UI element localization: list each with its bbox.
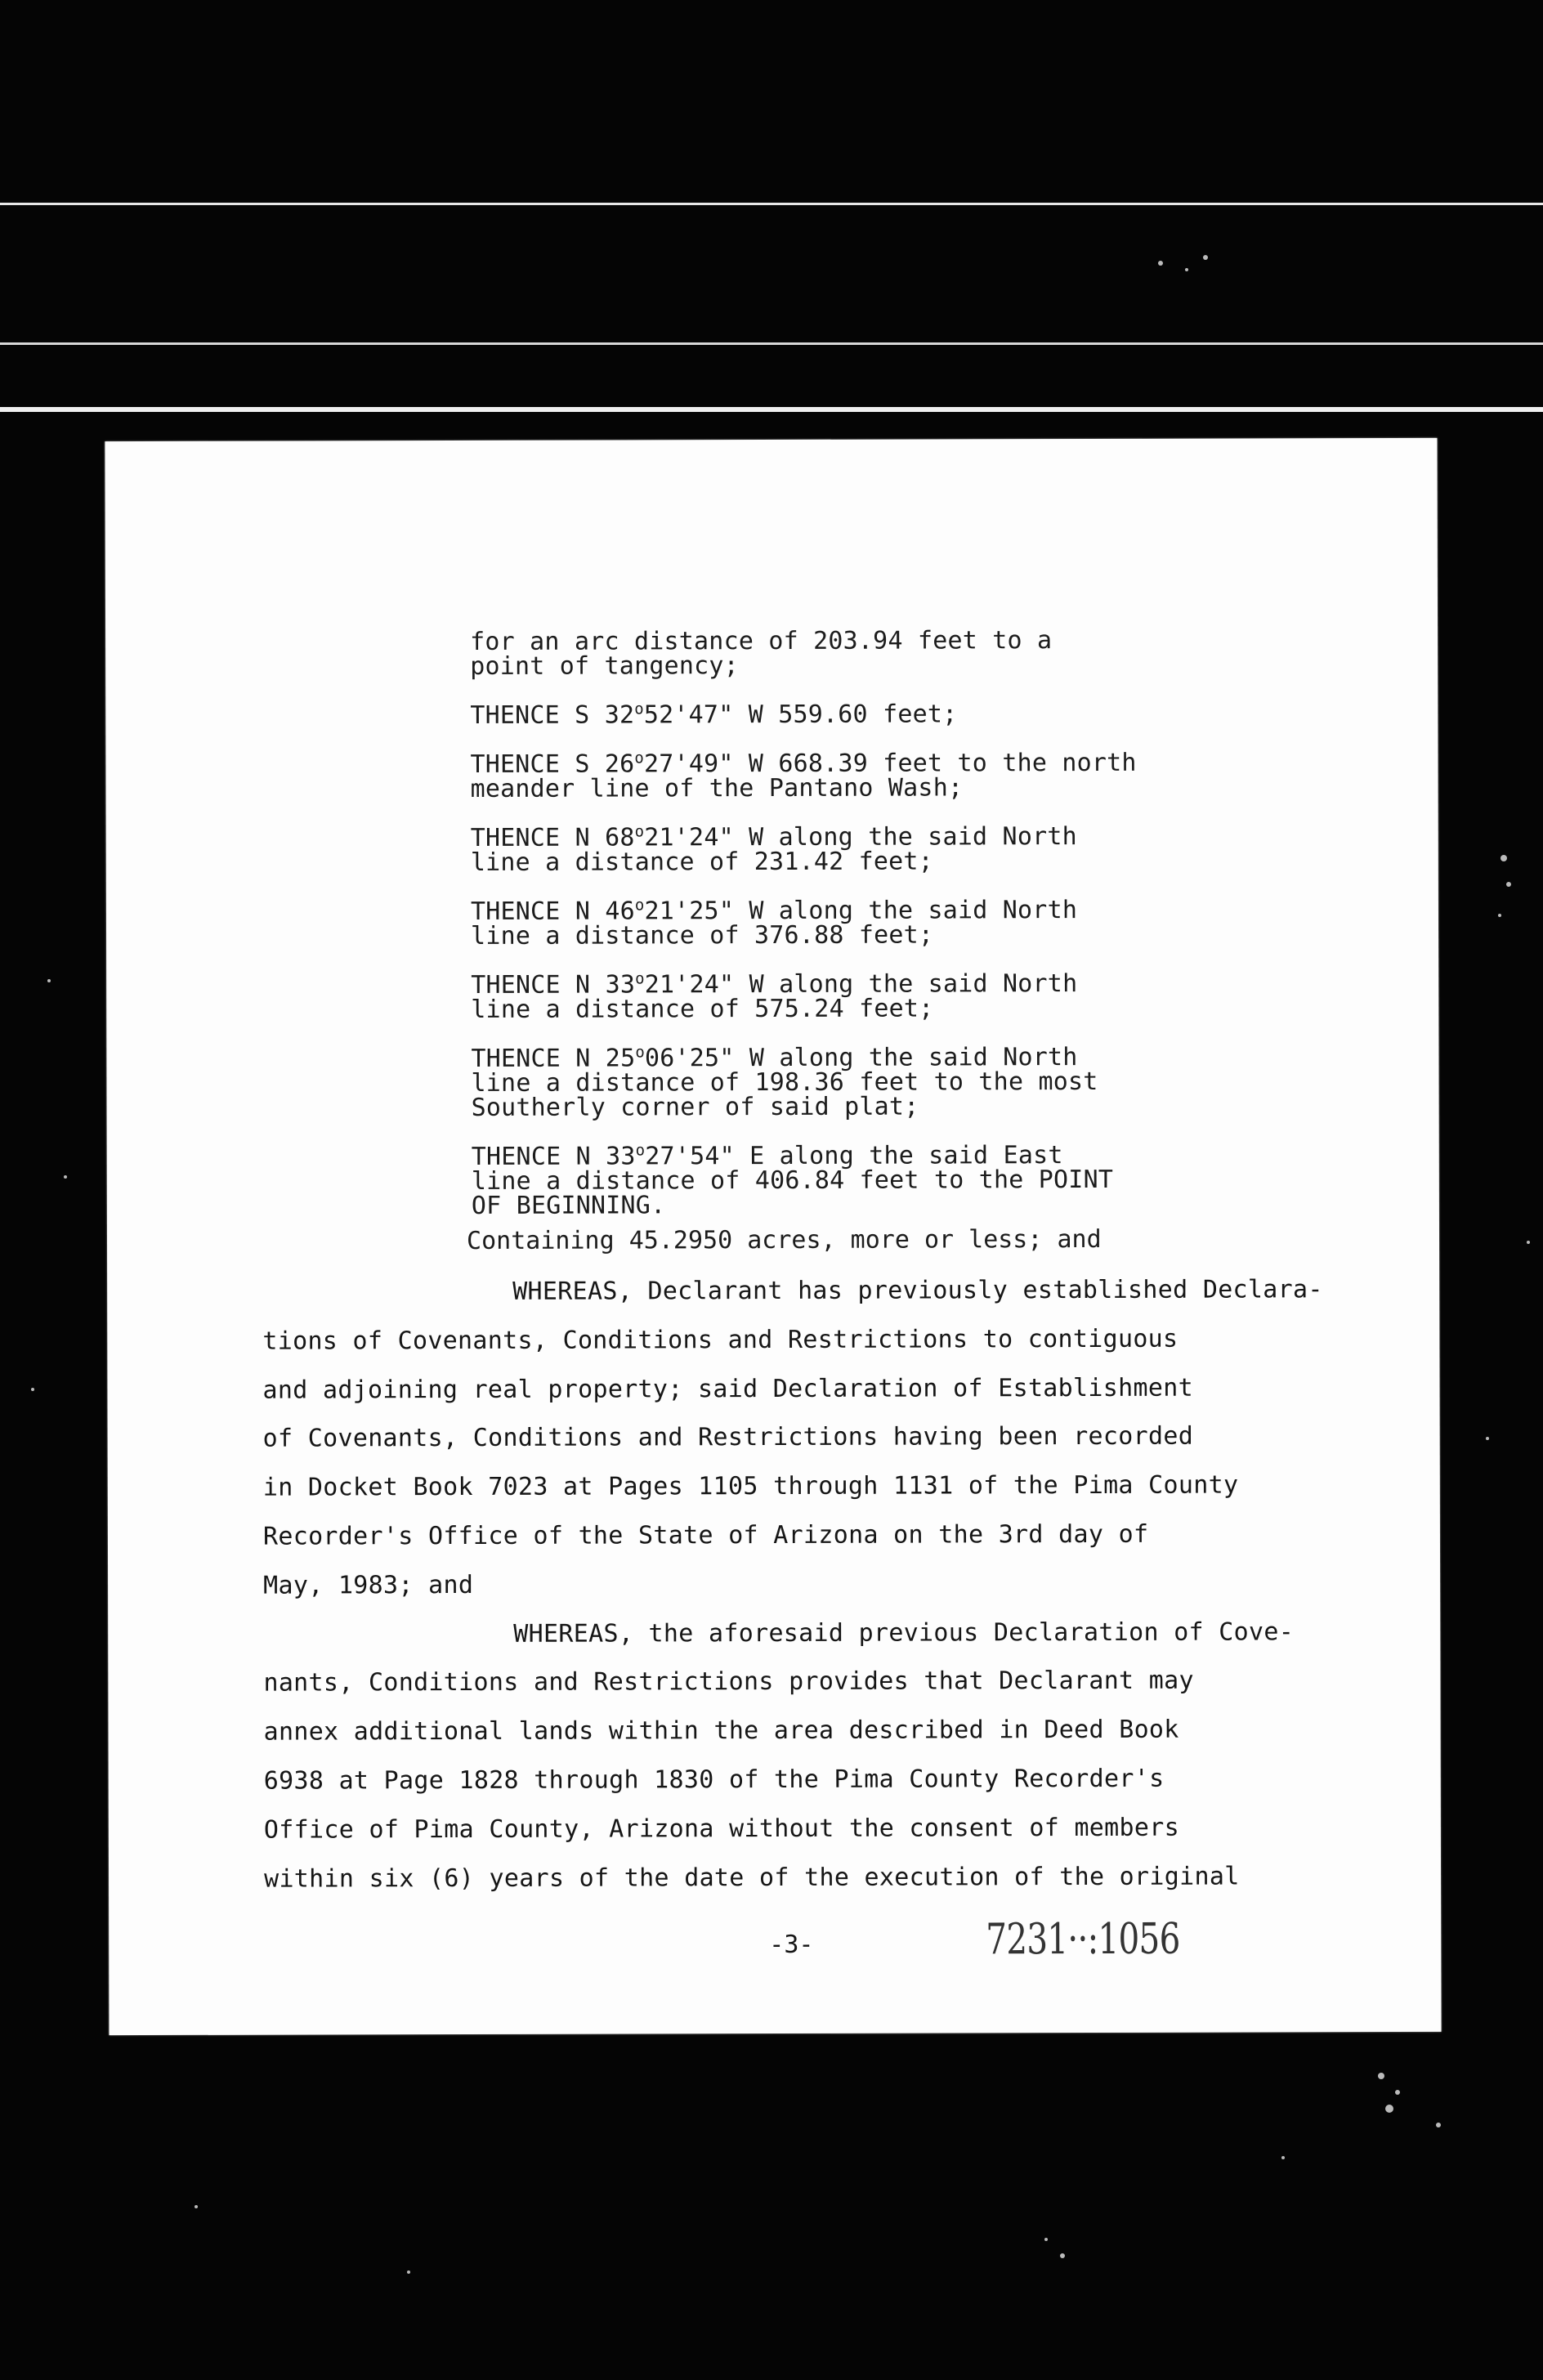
- degree-symbol: o: [634, 700, 644, 718]
- metes-bounds-line: [470, 628, 1287, 655]
- body-text-line: Office of Pima County, Arizona without the consent of members: [263, 1813, 1180, 1845]
- metes-bounds-text: THENCE S 26: [470, 749, 635, 779]
- body-text-line: WHEREAS, Declarant has previously established Declara-: [512, 1275, 1323, 1306]
- body-text-line: May, 1983; and: [263, 1570, 474, 1600]
- page-number: -3-: [769, 1930, 814, 1960]
- metes-bounds-line: [472, 1192, 1289, 1219]
- metes-bounds-text: line a distance of 376.88 feet;: [470, 920, 934, 951]
- metes-bounds-paragraph: [470, 628, 1287, 679]
- scan-band-line: [0, 342, 1543, 345]
- body-text-line: of Covenants, Conditions and Restrictions having been recorded: [262, 1422, 1194, 1454]
- metes-bounds-line: [471, 775, 1288, 802]
- containing-acreage: Containing 45.2950 acres, more or less; and: [466, 1224, 1102, 1255]
- metes-bounds-paragraph: [471, 971, 1288, 1022]
- degree-symbol: o: [635, 969, 645, 988]
- scan-band-line: [0, 407, 1543, 412]
- metes-bounds-line: [470, 652, 1287, 679]
- metes-bounds-text: THENCE N 33: [471, 1142, 636, 1171]
- metes-bounds-text: Southerly corner of said plat;: [471, 1092, 919, 1122]
- metes-bounds-paragraph: [471, 1045, 1288, 1121]
- body-text-line: in Docket Book 7023 at Pages 1105 through 1131 of the Pima County: [262, 1470, 1239, 1502]
- metes-bounds-line: [471, 848, 1288, 875]
- metes-bounds-text: 27'54" E along the said East: [645, 1141, 1063, 1171]
- degree-symbol: o: [635, 1141, 646, 1160]
- degree-symbol: o: [635, 1043, 645, 1062]
- metes-bounds-text: 21'25" W along the said North: [644, 896, 1078, 926]
- whereas-clauses: [262, 1265, 1326, 1904]
- body-text-line: nants, Conditions and Restrictions provides that Declarant may: [263, 1666, 1194, 1698]
- metes-bounds-text: for an arc distance of 203.94 feet to a: [470, 626, 1053, 656]
- metes-bounds-text: point of tangency;: [470, 651, 739, 681]
- metes-bounds-line: [471, 995, 1288, 1022]
- metes-bounds-text: THENCE N 33: [471, 970, 636, 1000]
- degree-symbol: o: [634, 822, 645, 841]
- metes-bounds-text: 06'25" W along the said North: [644, 1043, 1078, 1073]
- metes-bounds-text: line a distance of 231.42 feet;: [470, 847, 933, 877]
- metes-bounds-line: [472, 1167, 1289, 1194]
- metes-bounds-text: line a distance of 198.36 feet to the most: [471, 1067, 1098, 1098]
- metes-bounds-paragraph: [470, 750, 1287, 802]
- metes-bounds-line: [471, 922, 1288, 949]
- metes-bounds-paragraph: [470, 701, 1287, 728]
- metes-bounds-line: [470, 701, 1287, 728]
- metes-bounds-text: 21'24" W along the said North: [644, 822, 1077, 852]
- degree-symbol: o: [634, 749, 645, 767]
- body-text-line: tions of Covenants, Conditions and Restrictions to contiguous: [262, 1324, 1178, 1356]
- metes-bounds-text: THENCE N 25: [471, 1044, 636, 1073]
- metes-bounds-paragraph: [471, 824, 1288, 875]
- docket-stamp: 7231··:1056: [986, 1914, 1180, 1965]
- metes-bounds-paragraph: [471, 897, 1288, 949]
- body-text-line: within six (6) years of the date of the execution of the original: [264, 1862, 1240, 1894]
- metes-bounds-text: OF BEGINNING.: [471, 1191, 666, 1220]
- metes-bounds-text: 21'24" W along the said North: [644, 969, 1078, 1000]
- metes-bounds-text: line a distance of 575.24 feet;: [471, 994, 934, 1024]
- metes-bounds-line: [472, 1094, 1289, 1121]
- metes-bounds-text: 52'47" W 559.60 feet;: [643, 700, 958, 730]
- legal-description: [470, 628, 1289, 1243]
- metes-bounds-text: meander line of the Pantano Wash;: [470, 773, 964, 803]
- document-page: [105, 438, 1441, 2035]
- metes-bounds-text: line a distance of 406.84 feet to the POINT: [471, 1165, 1114, 1196]
- scan-band-line: [0, 203, 1543, 205]
- metes-bounds-text: THENCE N 46: [470, 897, 635, 926]
- body-text-line: annex additional lands within the area described in Deed Book: [263, 1715, 1179, 1747]
- metes-bounds-text: THENCE N 68: [470, 823, 635, 852]
- body-text-line: 6938 at Page 1828 through 1830 of the Pima County Recorder's: [263, 1764, 1165, 1796]
- degree-symbol: o: [634, 896, 645, 915]
- metes-bounds-paragraph: [472, 1143, 1289, 1219]
- body-text-line: Recorder's Office of the State of Arizona on the 3rd day of: [262, 1519, 1149, 1551]
- metes-bounds-text: 27'49" W 668.39 feet to the north: [643, 748, 1137, 779]
- body-text-line: WHEREAS, the aforesaid previous Declaration of Cove-: [513, 1617, 1295, 1649]
- body-text-line: and adjoining real property; said Declaration of Establishment: [262, 1373, 1193, 1405]
- metes-bounds-text: THENCE S 32: [470, 700, 635, 730]
